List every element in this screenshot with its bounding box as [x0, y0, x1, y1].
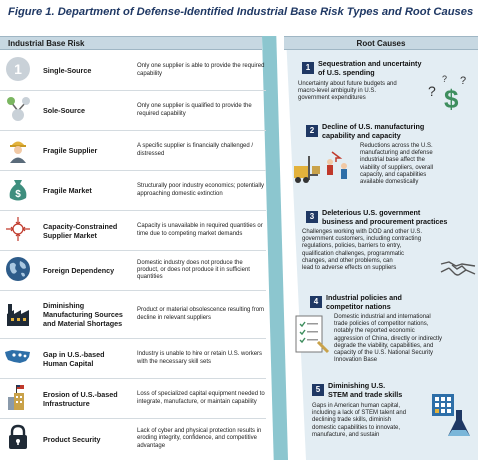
svg-text:1: 1 — [14, 61, 22, 77]
handshake-icon — [440, 254, 476, 282]
svg-text:?: ? — [460, 75, 467, 87]
risk-row-fragile-market — [0, 171, 266, 211]
stem-flask-icon — [430, 392, 474, 442]
cause-title: Decline of U.S. manufacturing capability and capacity — [322, 122, 425, 140]
svg-text:$: $ — [444, 84, 459, 114]
cause-description: Challenges working with DOD and other U.S. government customers, including contracting regulations, policies, barriers to entry, qualification challenges, programmatic changes, and other problems, can lead to adverse effects on suppliers — [302, 229, 423, 272]
cause-number: 3 — [306, 211, 318, 223]
risk-name: Sole-Source — [43, 106, 85, 115]
svg-text:?: ? — [442, 74, 448, 84]
cause-number: 5 — [312, 384, 324, 396]
risk-description: Industry is unable to hire or retain U.S. workers with the necessary skill sets — [137, 351, 263, 365]
risk-description: Lack of cyber and physical protection results in eroding integrity, confidence, and competitive advantage — [137, 428, 262, 449]
cause-title: Diminishing U.S. STEM and trade skills — [328, 381, 403, 399]
risk-row-diminishing-manufacturing — [0, 291, 266, 339]
constrained-arrows-icon — [4, 215, 32, 243]
factory-icon — [4, 300, 32, 328]
globe-icon — [4, 255, 32, 283]
risk-name: Capacity-Constrained Supplier Market — [43, 221, 118, 240]
cause-description: Gaps in American human capital, including a lack of STEM talent and declining trade skills, diminish domestic capabilities to innovate, manufacture, and sustain — [312, 403, 407, 438]
risk-name: Foreign Dependency — [43, 266, 115, 275]
cause-number: 4 — [310, 296, 322, 308]
risk-description: Structurally poor industry economics; potentially approaching domestic extinction — [137, 183, 265, 197]
risk-description: Loss of specialized capital equipment needed to integrate, manufacture, or maintain capability — [137, 391, 265, 405]
cause-description: Domestic industrial and international trade policies of competitor nations, notably the reported economic aggression of China, directly or indirectly degrade the viability, capabilities, and capacity of the U.S. National Security Innovation Base — [334, 314, 443, 364]
risk-description: Capacity is unavailable in required quantities or time due to competing market demands — [137, 223, 263, 237]
cause-number: 1 — [302, 62, 314, 74]
cause-number: 2 — [306, 125, 318, 137]
sole-source-icon — [4, 95, 32, 123]
cause-title: Sequestration and uncertainty of U.S. spending — [318, 59, 422, 77]
svg-text:?: ? — [428, 83, 436, 99]
risk-name: Diminishing Manufacturing Sources and Material Shortages — [43, 301, 123, 328]
money-bag-icon — [4, 175, 32, 203]
risk-name: Fragile Supplier — [43, 146, 98, 155]
risk-description: Domestic industry does not produce the product, or does not produce it in sufficient quantities — [137, 259, 250, 281]
risk-name: Single-Source — [43, 66, 92, 75]
svg-text:$: $ — [15, 189, 21, 200]
cause-description: Uncertainty about future budgets and macro-level ambiguity in U.S. government expenditures — [298, 81, 397, 102]
risk-row-fragile-supplier — [0, 131, 266, 171]
us-map-people-icon — [4, 343, 32, 371]
risk-description: Only one supplier is qualified to provide the required capability — [137, 103, 252, 117]
risk-name: Gap in U.S.-based Human Capital — [43, 349, 105, 368]
right-column-header: Root Causes — [284, 36, 478, 50]
figure-title: Figure 1. Department of Defense-Identified Industrial Base Risk Types and Root Causes — [8, 6, 474, 18]
document-checklist-icon — [294, 312, 330, 358]
left-column-header: Industrial Base Risk — [0, 36, 262, 50]
risk-description: Only one supplier is able to provide the required capability — [137, 63, 265, 77]
cause-title: Deleterious U.S. government business and procurement practices — [322, 208, 448, 226]
cause-title: Industrial policies and competitor nations — [326, 293, 402, 311]
risk-name: Product Security — [43, 434, 101, 444]
risk-name: Fragile Market — [43, 186, 92, 195]
risk-row-human-capital — [0, 339, 266, 379]
risk-row-product-security — [0, 419, 266, 459]
single-source-icon — [4, 55, 32, 83]
forklift-workers-icon — [292, 146, 358, 190]
risk-description: Product or material obsolescence resulting from decline in relevant suppliers — [137, 307, 265, 321]
risk-row-infrastructure — [0, 379, 266, 419]
risk-row-sole-source — [0, 91, 266, 131]
building-flag-icon — [4, 383, 32, 411]
risk-description: A specific supplier is financially challenged / distressed — [137, 143, 254, 157]
cause-description: Reductions across the U.S. manufacturing and defense industrial base affect the viability of suppliers, overall capacity, and capabilities available domestically — [360, 143, 434, 186]
risk-row-capacity-constrained — [0, 211, 266, 251]
question-dollar-icon — [424, 70, 470, 114]
risk-row-foreign-dependency — [0, 251, 266, 291]
worker-icon — [4, 135, 32, 163]
risk-name: Erosion of U.S.-based Infrastructure — [43, 389, 118, 408]
padlock-icon — [4, 423, 32, 451]
risk-row-single-source — [0, 51, 266, 91]
